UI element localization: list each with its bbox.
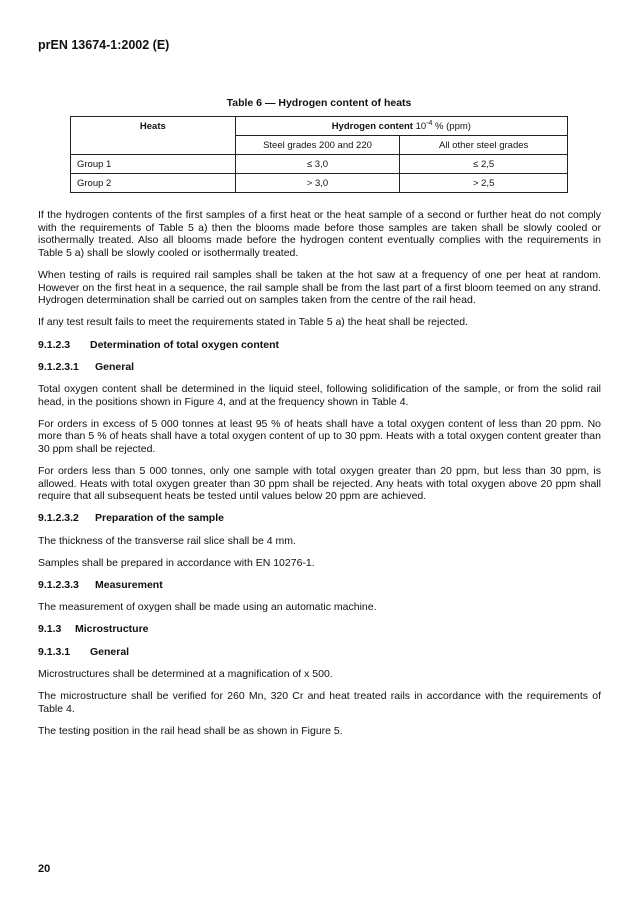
paragraph: The measurement of oxygen shall be made using an automatic machine.: [38, 601, 377, 614]
table-6-title: Table 6 — Hydrogen content of heats: [226, 97, 412, 109]
paragraph: For orders in excess of 5 000 tonnes at least 95 % of heats shall have a total oxygen content of less than 20 ppm. No more than 5 % of heats shall have a total oxygen content of up to 30 ppm. Heats with a total oxygen content greater than 30 ppm shall be rejected.: [38, 417, 601, 455]
row-value-other-grades: > 2,5: [400, 174, 568, 193]
row-group-label: Group 1: [71, 155, 236, 174]
document-identifier: prEN 13674-1:2002 (E): [38, 38, 170, 52]
paragraph: Samples shall be prepared in accordance with EN 10276-1.: [38, 556, 315, 569]
paragraph: The microstructure shall be verified for 260 Mn, 320 Cr and heat treated rails in accordance with the requirements of Table 4.: [38, 689, 601, 715]
section-heading-9-1-2-3-2: [38, 512, 601, 525]
paragraph: For orders less than 5 000 tonnes, only one sample with total oxygen greater than 20 ppm, but less than 30 ppm, is allowed. Heats with total oxygen greater than 30 ppm shall be rejected. Any heats with total oxygen above 20 ppm shall require that all subsequent heats be tested until values below 20 ppm are achieved.: [38, 465, 601, 503]
hydrogen-content-table: [70, 116, 568, 193]
section-number: 9.1.2.3: [38, 338, 71, 351]
header-hydrogen-label: Hydrogen content: [331, 121, 413, 133]
paragraph: If the hydrogen contents of the first samples of a first heat or the heat sample of a second or further heat do not comply with the requirements of Table 5 a) then the blooms made before those samples are taken shall be slowly cooled or isothermally treated. Also all blooms made before the hydrogen content eventually complies with the requirements in Table 5 a) shall be slowly cooled or isothermally treated.: [38, 209, 601, 259]
section-number: 9.1.2.3.3: [38, 579, 79, 591]
paragraph: The thickness of the transverse rail slice shall be 4 mm.: [38, 534, 296, 547]
paragraph: Microstructures shall be determined at a magnification of x 500.: [38, 667, 333, 680]
header-unit-exponent: -4: [426, 119, 433, 127]
row-value-other-grades: ≤ 2,5: [400, 155, 568, 174]
section-heading-9-1-3: [38, 623, 601, 636]
table-header-row: [71, 117, 568, 136]
section-title: General: [95, 360, 135, 373]
row-group-label: Group 2: [71, 174, 236, 193]
header-hydrogen-content: [235, 117, 567, 136]
row-value-grades-200-220: > 3,0: [235, 174, 400, 193]
section-title: Determination of total oxygen content: [90, 338, 280, 351]
section-title: Preparation of the sample: [95, 512, 224, 525]
section-heading-9-1-2-3-3: [38, 579, 601, 592]
paragraph: Total oxygen content shall be determined in the liquid steel, following solidification of the sample, or from the solid rail head, in the positions shown in Figure 4, and at the frequency shown in Table 4.: [38, 382, 601, 408]
section-number: 9.1.3: [38, 623, 62, 636]
section-heading-9-1-3-1: [38, 646, 601, 659]
header-unit-suffix: % (ppm): [432, 121, 471, 133]
paragraph: The testing position in the rail head shall be as shown in Figure 5.: [38, 724, 343, 737]
section-title: Microstructure: [75, 623, 149, 636]
section-number: 9.1.3.1: [38, 645, 71, 658]
table-row: [71, 174, 568, 193]
page-number: 20: [38, 863, 51, 875]
section-number: 9.1.2.3.1: [38, 360, 79, 373]
table-row: [71, 155, 568, 174]
section-title: Measurement: [95, 579, 163, 591]
section-heading-9-1-2-3: [38, 339, 601, 352]
row-value-grades-200-220: ≤ 3,0: [235, 155, 400, 174]
section-number: 9.1.2.3.2: [38, 512, 79, 525]
header-heats: Heats: [71, 117, 236, 155]
section-heading-9-1-2-3-1: [38, 361, 601, 374]
paragraph: If any test result fails to meet the requirements stated in Table 5 a) the heat shall be rejected.: [38, 316, 468, 329]
section-title: General: [90, 645, 130, 658]
header-unit-base: 10: [412, 121, 427, 133]
body-content: [38, 209, 601, 747]
subheader-other-grades: All other steel grades: [400, 136, 568, 155]
subheader-grades-200-220: Steel grades 200 and 220: [235, 136, 400, 155]
paragraph: When testing of rails is required rail samples shall be taken at the hot saw at a frequency of one per heat at random. However on the first heat in a sequence, the rail sample shall be from the last part of a first bloom teemed on any strand. Hydrogen determination shall be carried out on samples taken from the centre of the rail head.: [38, 268, 601, 307]
